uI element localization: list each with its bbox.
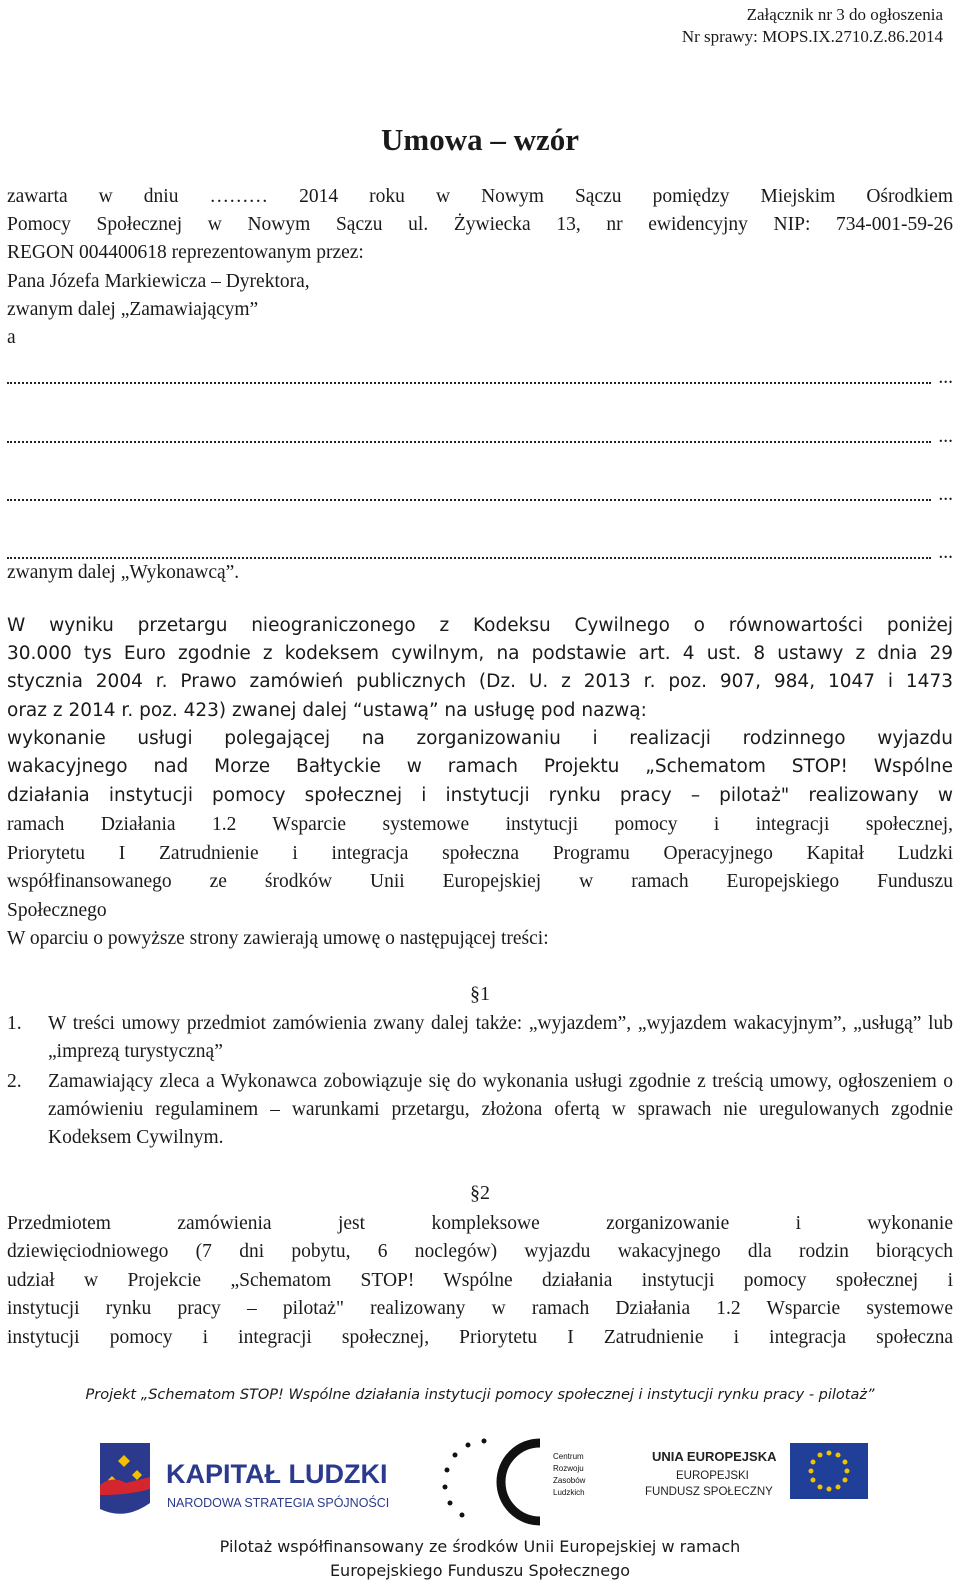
tender-line-10: współfinansowanego ze środków Unii Europejskiej w ramach Europejskiego Funduszu bbox=[7, 871, 953, 892]
eu-title: UNIA EUROPEJSKA bbox=[652, 1449, 777, 1464]
section-1-item-2: 2. Zamawiający zleca a Wykonawca zobowiązuje się do wykonania usługi zgodnie z treścią umowy, ogłoszeniem o zamówieniu regulaminem – warunkami przetargu, złożona ofertą w sprawach nie uregulowanych zgodnie Kodeksem Cywilnym. bbox=[7, 1071, 953, 1148]
kapital-ludzki-subtitle: NARODOWA STRATEGIA SPÓJNOŚCI bbox=[167, 1496, 390, 1510]
footer-project-title: Projekt „Schematom STOP! Wspólne działania instytucji pomocy społecznej i instytucji rynku pracy - pilotaż” bbox=[85, 1387, 875, 1403]
contractor-label: zwanym dalej „Wykonawcą”. bbox=[7, 562, 240, 583]
contractor-blank-2: ... bbox=[7, 423, 953, 451]
section-2-heading: §2 bbox=[470, 1182, 490, 1204]
intro-line-3: REGON 004400618 reprezentowanym przez: bbox=[7, 242, 364, 263]
contractor-blank-3: ... bbox=[7, 481, 953, 509]
kapital-ludzki-title: KAPITAŁ LUDZKI bbox=[166, 1459, 388, 1489]
intro-line-6: a bbox=[7, 327, 16, 348]
section-2-line-1: Przedmiotem zamówienia jest kompleksowe zorganizowanie i wykonanie bbox=[7, 1213, 953, 1234]
eu-fund-line-1: EUROPEJSKI bbox=[676, 1470, 749, 1482]
tender-line-4: oraz z 2014 r. poz. 423) zwanej dalej “ustawą” na usługę pod nazwą: bbox=[7, 700, 647, 721]
svg-text:Ludzkich: Ludzkich bbox=[553, 1488, 585, 1497]
footer-logos bbox=[0, 1425, 960, 1535]
svg-text:Centrum: Centrum bbox=[553, 1452, 584, 1461]
section-2-line-2: dziewięciodniowego (7 dni pobytu, 6 noclegów) wyjazdu wakacyjnego dla rodzin biorących bbox=[7, 1241, 953, 1262]
eu-logo bbox=[645, 1443, 868, 1499]
intro-line-4: Pana Józefa Markiewicza – Dyrektora, bbox=[7, 271, 310, 292]
svg-text:Rozwoju: Rozwoju bbox=[553, 1464, 584, 1473]
attachment-label: Załącznik nr 3 do ogłoszenia bbox=[746, 5, 943, 24]
tender-line-8: ramach Działania 1.2 Wsparcie systemowe instytucji pomocy i integracji społecznej, bbox=[7, 814, 953, 835]
case-number: Nr sprawy: MOPS.IX.2710.Z.86.2014 bbox=[681, 27, 943, 46]
tender-line-11: Społecznego bbox=[7, 900, 107, 921]
kapital-ludzki-logo bbox=[100, 1443, 389, 1514]
section-2-line-3: udział w Projekcie „Schematom STOP! Wspólne działania instytucji pomocy społecznej i bbox=[7, 1270, 953, 1291]
crzl-logo bbox=[443, 1439, 586, 1522]
tender-line-3: stycznia 2004 r. Prawo zamówień publicznych (Dz. U. z 2013 r. poz. 907, 984, 1047 i 1473 bbox=[7, 671, 953, 692]
tender-line-5: wykonanie usługi polegającej na zorganizowaniu i realizacji rodzinnego wyjazdu bbox=[7, 728, 953, 749]
svg-text:Zasobów: Zasobów bbox=[553, 1476, 586, 1485]
contractor-blank-4: ... bbox=[7, 539, 953, 567]
intro-line-2: Pomocy Społecznej w Nowym Sączu ul. Żywiecka 13, nr ewidencyjny NIP: 734-001-59-26 bbox=[7, 214, 953, 235]
section-2-line-5: instytucji pomocy i integracji społecznej, Priorytetu I Zatrudnienie i integracja społeczna bbox=[7, 1327, 953, 1348]
document-header bbox=[682, 4, 943, 48]
eu-fund-line-2: FUNDUSZ SPOŁECZNY bbox=[645, 1486, 773, 1498]
tender-line-1: W wyniku przetargu nieograniczonego z Kodeksu Cywilnego o równowartości poniżej bbox=[7, 615, 953, 636]
tender-line-7: działania instytucji pomocy społecznej i instytucji rynku pracy – pilotaż" realizowany w bbox=[7, 785, 953, 806]
document-title: Umowa – wzór bbox=[380, 122, 579, 157]
tender-line-12: W oparciu o powyższe strony zawierają umowę o następującej treści: bbox=[7, 928, 549, 949]
tender-line-2: 30.000 tys Euro zgodnie z kodeksem cywilnym, na podstawie art. 4 ust. 8 ustawy z dnia 29 bbox=[7, 643, 953, 664]
tender-line-6: wakacyjnego nad Morze Bałtyckie w ramach Projektu „Schematom STOP! Wspólne bbox=[7, 756, 953, 777]
intro-line-5: zwanym dalej „Zamawiającym” bbox=[7, 299, 259, 320]
tender-line-9: Priorytetu I Zatrudnienie i integracja społeczna Programu Operacyjnego Kapitał Ludzki bbox=[7, 843, 953, 864]
contractor-blank-1: ... bbox=[7, 364, 953, 392]
section-2-line-4: instytucji rynku pracy – pilotaż" realizowany w ramach Działania 1.2 Wsparcie systemowe bbox=[7, 1298, 953, 1319]
footer-cofinancing: Pilotaż współfinansowany ze środków Unii Europejskiej w ramach Europejskiego Funduszu Społecznego bbox=[219, 1537, 741, 1580]
intro-line-1: zawarta w dniu ……… 2014 roku w Nowym Sączu pomiędzy Miejskim Ośrodkiem bbox=[7, 186, 953, 207]
section-1-heading: §1 bbox=[470, 983, 490, 1005]
section-1-item-1: 1. W treści umowy przedmiot zamówienia zwany dalej także: „wyjazdem”, „wyjazdem wakacyjnym”, „usługą” lub „imprezą turystyczną” bbox=[7, 1013, 953, 1062]
